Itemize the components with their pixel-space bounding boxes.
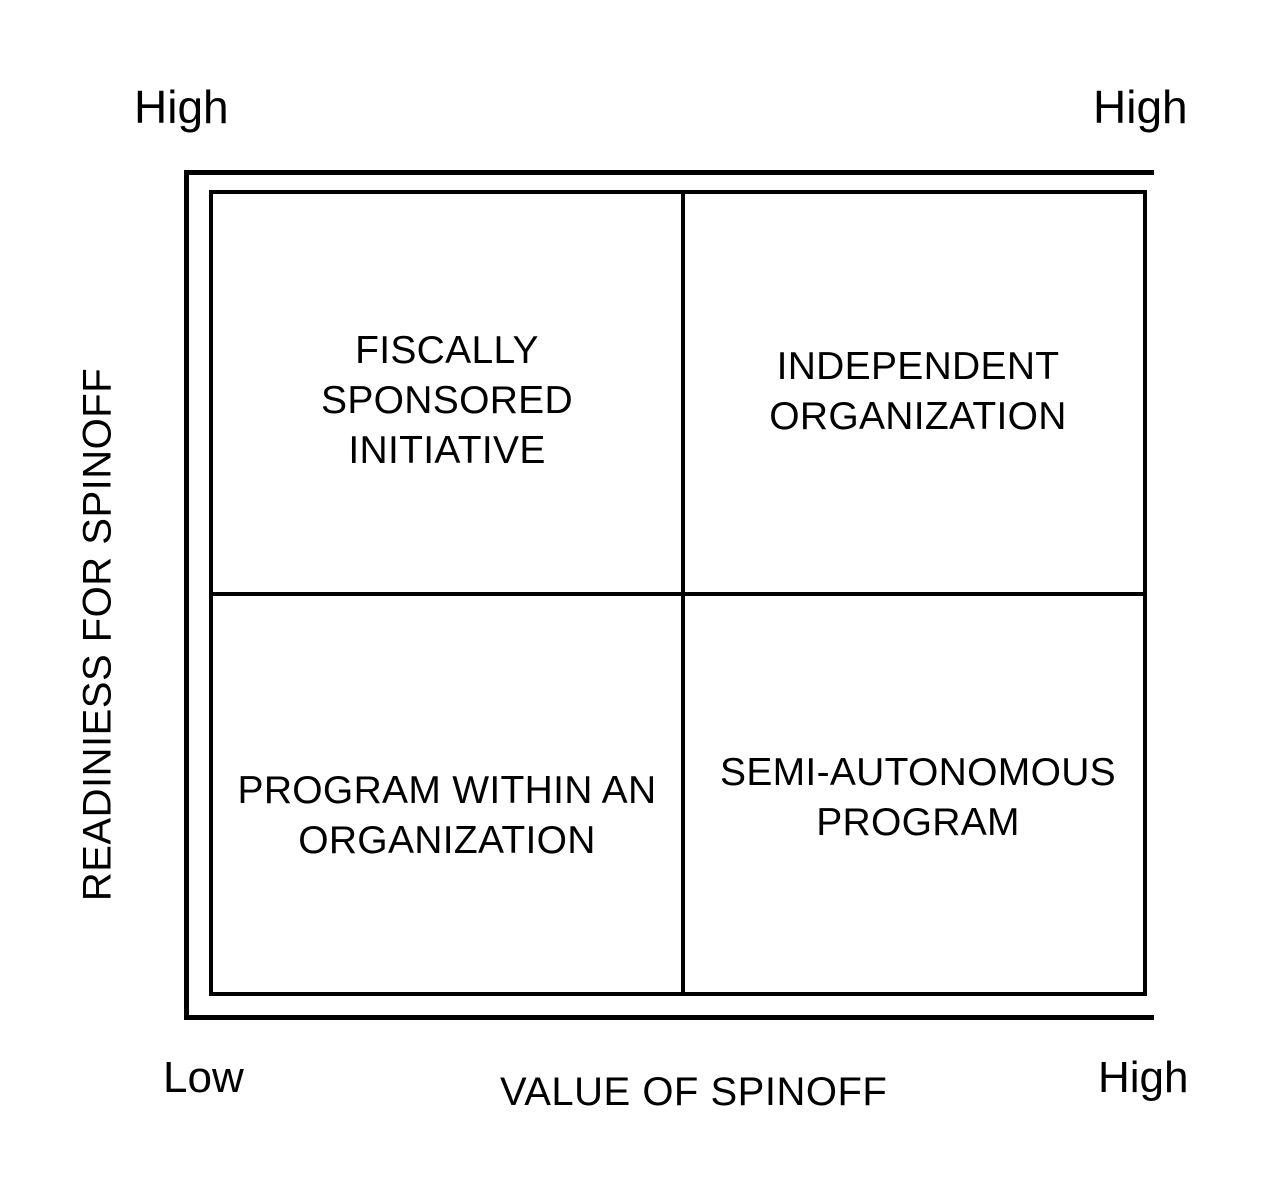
quadrant-label-line-1: INDEPENDENT [776,345,1060,388]
frame-top-rule [184,170,1154,175]
frame-bottom-rule [184,1015,1154,1020]
x-axis-high-label: High [1098,1053,1189,1102]
quadrant-label-line-1: FISCALLY [355,329,539,372]
matrix-box [209,190,1147,996]
x-axis-low-label: Low [163,1053,244,1102]
quadrant-label-line-2: ORGANIZATION [298,818,596,862]
quadrant-label-line-2: PROGRAM [816,800,1020,844]
frame-left-rule [184,170,189,1020]
quadrant-program-within-an-organization [213,596,681,1000]
quadrant-label [238,766,657,866]
quadrant-label [769,342,1067,442]
y-axis-title: READINIESS FOR SPINOFF [75,367,120,902]
quadrant-label [321,326,573,476]
quadrant-label-line-2: ORGANIZATION [769,394,1067,438]
y-axis-high-label: High [134,81,229,133]
quadrant-label-line-3: INITIATIVE [348,428,546,472]
quadrant-label [720,748,1116,848]
quadrant-label-line-1: PROGRAM WITHIN AN [237,769,657,812]
quadrant-fiscally-sponsored-initiative [213,194,681,592]
quadrant-label-line-1: SEMI-AUTONOMOUS [720,751,1116,794]
x-axis-top-high-label: High [1093,81,1188,133]
x-axis-title: VALUE OF SPINOFF [500,1070,888,1114]
quadrant-semi-autonomous-program [685,596,1151,1000]
quadrant-label-line-2: SPONSORED [321,378,573,422]
quadrant-independent-organization [685,194,1151,592]
